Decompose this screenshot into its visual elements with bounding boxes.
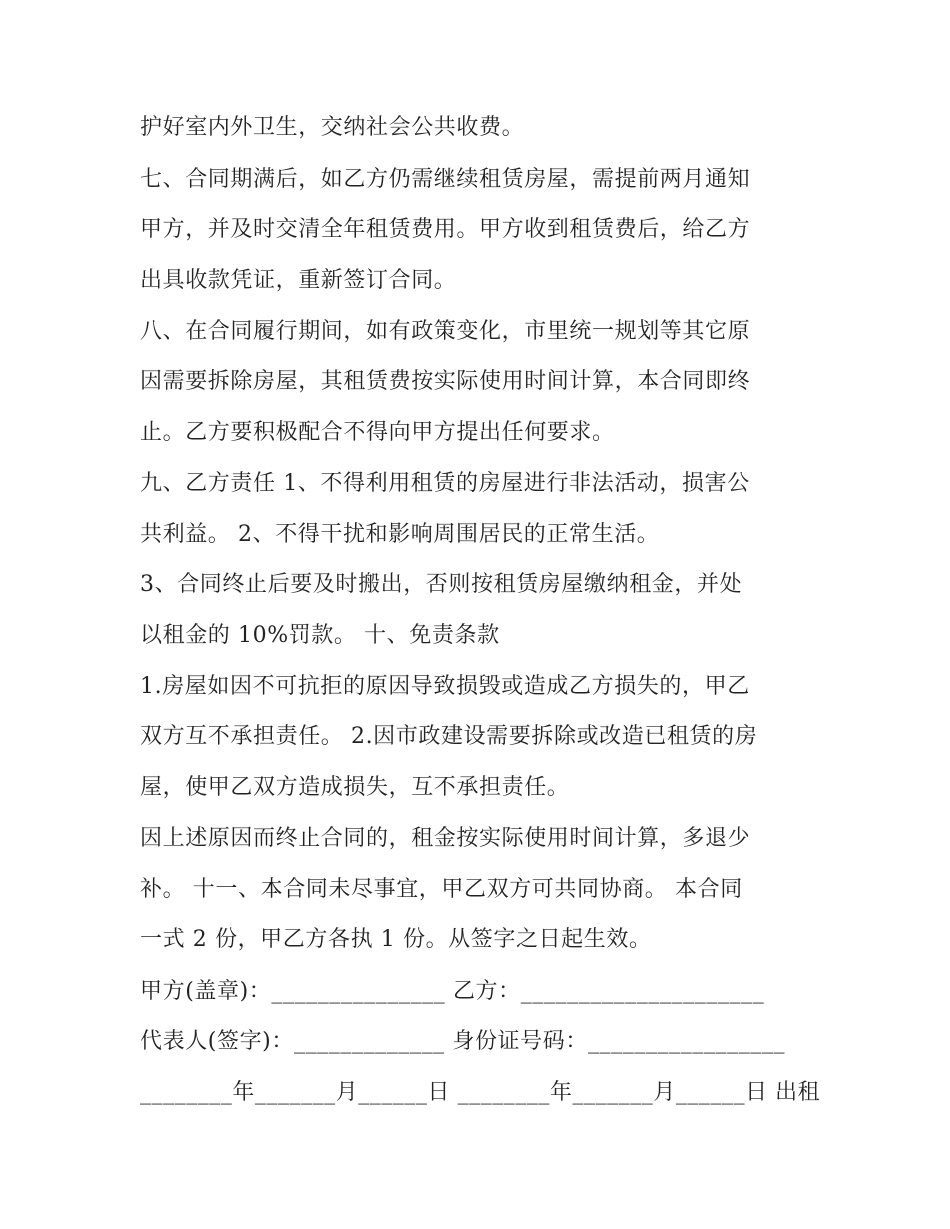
text-line-17: 一式 2 份，甲乙方各执 1 份。从签字之日起生效。 bbox=[140, 927, 652, 952]
text-line-12: 1.房屋如因不可抗拒的原因导致损毁或造成乙方损失的，甲乙 bbox=[140, 674, 750, 699]
text-line-4: 出具收款凭证，重新签订合同。 bbox=[140, 268, 457, 293]
text-line-2: 七、合同期满后，如乙方仍需继续租赁房屋，需提前两月通知 bbox=[140, 167, 751, 192]
signature-line-representative: 代表人(签字)：_____________ 身份证号码：_________________ bbox=[140, 1029, 786, 1054]
text-line-7: 止。乙方要积极配合不得向甲方提出任何要求。 bbox=[140, 420, 615, 445]
text-line-1: 护好室内外卫生，交纳社会公共收费。 bbox=[140, 115, 525, 140]
text-line-11: 以租金的 10%罚款。 十、免责条款 bbox=[140, 623, 500, 648]
signature-line-party-a: 甲方(盖章)：_______________ 乙方：_____________________ bbox=[140, 979, 765, 1004]
text-line-9: 共利益。 2、不得干扰和影响周围居民的正常生活。 bbox=[140, 522, 660, 547]
text-line-6: 因需要拆除房屋，其租赁费按实际使用时间计算，本合同即终 bbox=[140, 369, 751, 394]
text-line-5: 八、在合同履行期间，如有政策变化，市里统一规划等其它原 bbox=[140, 319, 751, 344]
text-line-10: 3、合同终止后要及时搬出，否则按租赁房屋缴纳租金，并处 bbox=[140, 572, 743, 597]
text-line-15: 因上述原因而终止合同的，租金按实际使用时间计算，多退少 bbox=[140, 826, 751, 851]
text-line-14: 屋，使甲乙双方造成损失，互不承担责任。 bbox=[140, 775, 570, 800]
text-line-3: 甲方，并及时交清全年租赁费用。甲方收到租赁费后，给乙方 bbox=[140, 217, 751, 242]
text-line-13: 双方互不承担责任。 2.因市政建设需要拆除或改造已租赁的房 bbox=[140, 724, 758, 749]
signature-line-date: ________年_______月______日 ________年_______月______日 出租 bbox=[140, 1080, 821, 1105]
text-line-8: 九、乙方责任 1、不得利用租赁的房屋进行非法活动，损害公 bbox=[140, 471, 750, 496]
text-line-16: 补。 十一、本合同未尽事宜，甲乙双方可共同协商。 本合同 bbox=[140, 877, 743, 902]
